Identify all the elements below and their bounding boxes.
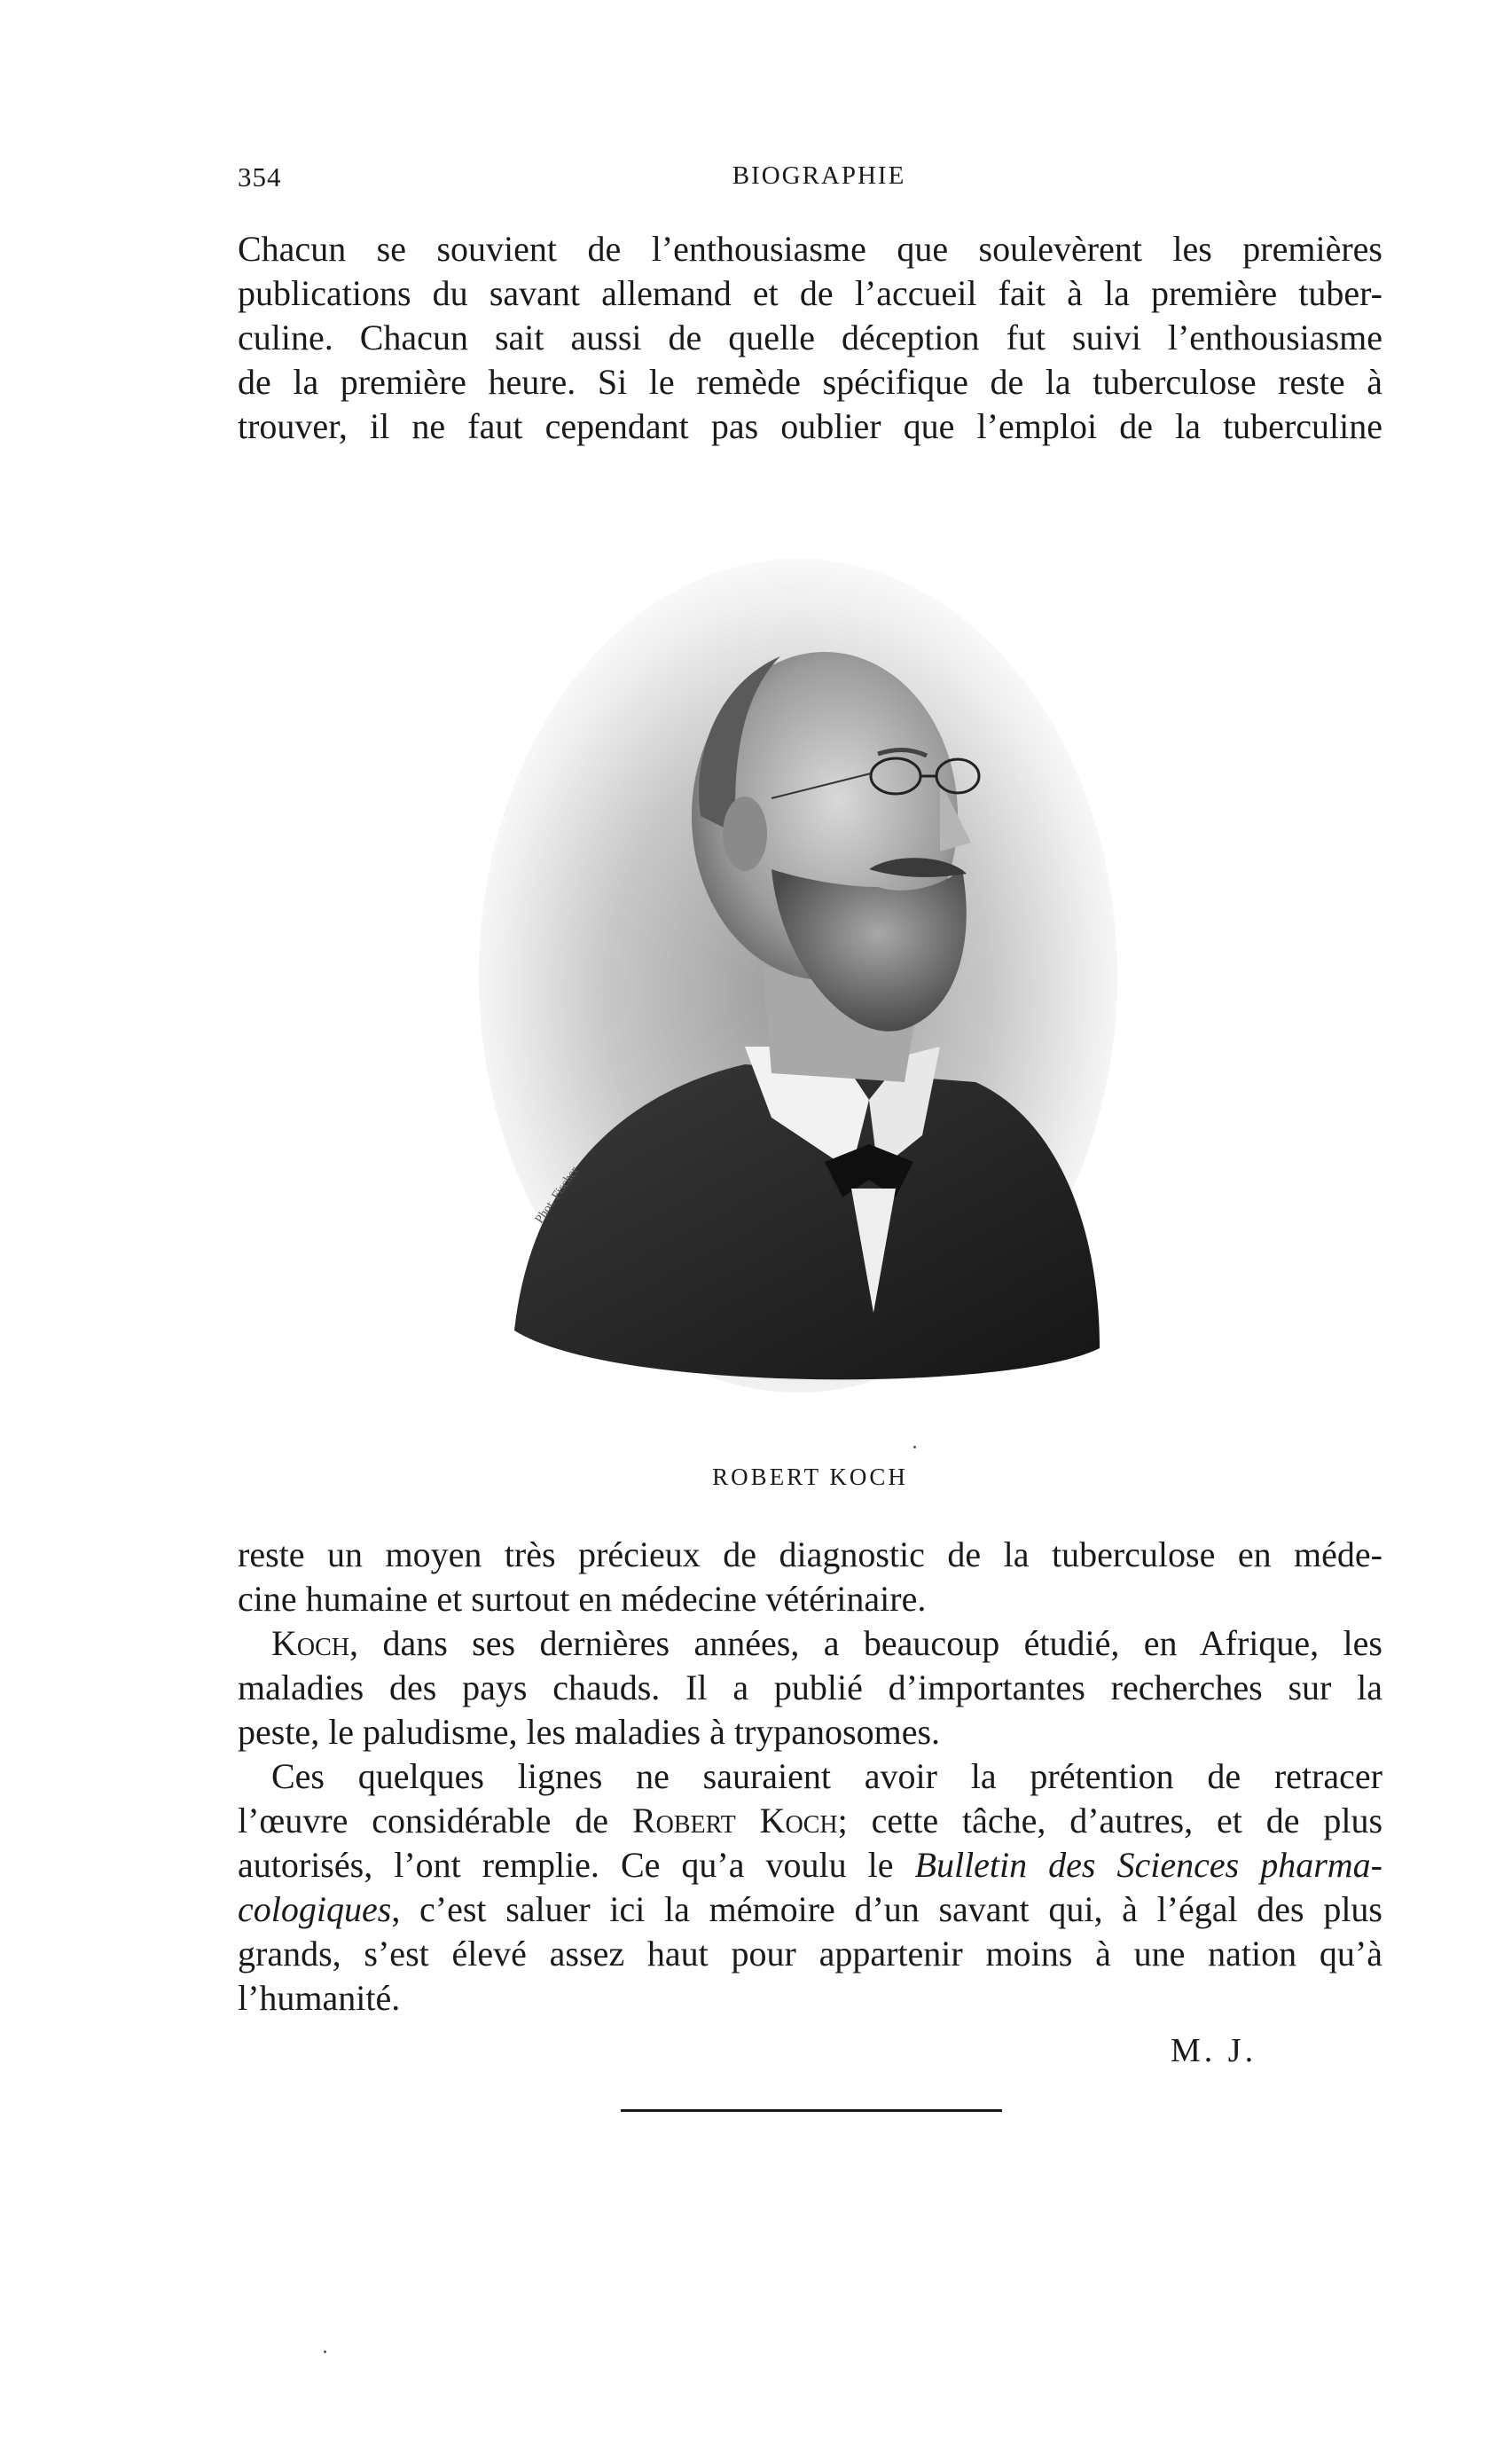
paragraph-closing <box>238 1754 1382 2021</box>
journal-title: Bulletin des Sciences pharma- <box>914 1845 1382 1885</box>
page-header <box>238 161 1382 197</box>
text-line: trouver, il ne faut cependant pas oublier que l’emploi de la tuberculine <box>238 406 1382 446</box>
figure-caption: ROBERT KOCH <box>712 1463 908 1490</box>
text-line: Ces quelques lignes ne sauraient avoir la prétention de retracer <box>271 1756 1382 1796</box>
text-line <box>238 1887 1382 1932</box>
text-line: cine humaine et surtout en médecine vétérinaire. <box>238 1579 927 1619</box>
text-line: grands, s’est élevé assez haut pour appartenir moins à une nation qu’à <box>238 1934 1382 1974</box>
text-line: maladies des pays chauds. Il a publié d’importantes recherches sur la <box>238 1668 1382 1707</box>
text-line <box>238 1621 1382 1666</box>
text-fragment: , c’est saluer ici la mémoire d’un savant qui, à l’égal des plus <box>391 1889 1382 1929</box>
text-line: peste, le paludisme, les maladies à trypanosomes. <box>238 1712 941 1752</box>
text-line: Chacun se souvient de l’enthousiasme que soulevèrent les premières <box>238 229 1382 269</box>
text-line: de la première heure. Si le remède spécifique de la tuberculose reste à <box>238 362 1382 402</box>
scan-speck <box>324 2350 326 2353</box>
text-fragment: autorisés, l’ont remplie. Ce qu’a voulu le <box>238 1845 915 1885</box>
end-rule <box>621 2109 1002 2112</box>
svg-text:Phot. Fischer: Phot. Fischer <box>532 1165 582 1227</box>
person-name: Robert Koch <box>631 1801 838 1840</box>
text-fragment: , dans ses dernières années, a beaucoup étudié, en Afrique, les <box>349 1623 1382 1663</box>
paragraph-continuation <box>238 1533 1382 1621</box>
text-line: l’humanité. <box>238 1978 401 2018</box>
author-signature: M. J. <box>1171 2032 1257 2069</box>
text-line: culine. Chacun sait aussi de quelle déception fut suivi l’enthousiasme <box>238 318 1382 357</box>
person-name: Koch <box>271 1623 350 1663</box>
scan-speck <box>913 1446 916 1448</box>
page-number: 354 <box>238 161 282 192</box>
text-line <box>238 1843 1382 1887</box>
text-fragment: l’œuvre considérable de <box>238 1801 632 1840</box>
text-line <box>238 1799 1382 1843</box>
journal-title: cologiques <box>238 1889 392 1929</box>
portrait-robert-koch <box>479 550 1117 1401</box>
running-head: BIOGRAPHIE <box>732 161 906 190</box>
text-line: reste un moyen très précieux de diagnostic de la tuberculose en méde- <box>238 1534 1382 1574</box>
paragraph-koch-africa <box>238 1621 1382 1754</box>
text-fragment: ; cette tâche, d’autres, et de plus <box>837 1801 1383 1840</box>
paragraph-intro <box>238 227 1382 449</box>
text-line: publications du savant allemand et de l’accueil fait à la première tuber- <box>238 273 1382 313</box>
